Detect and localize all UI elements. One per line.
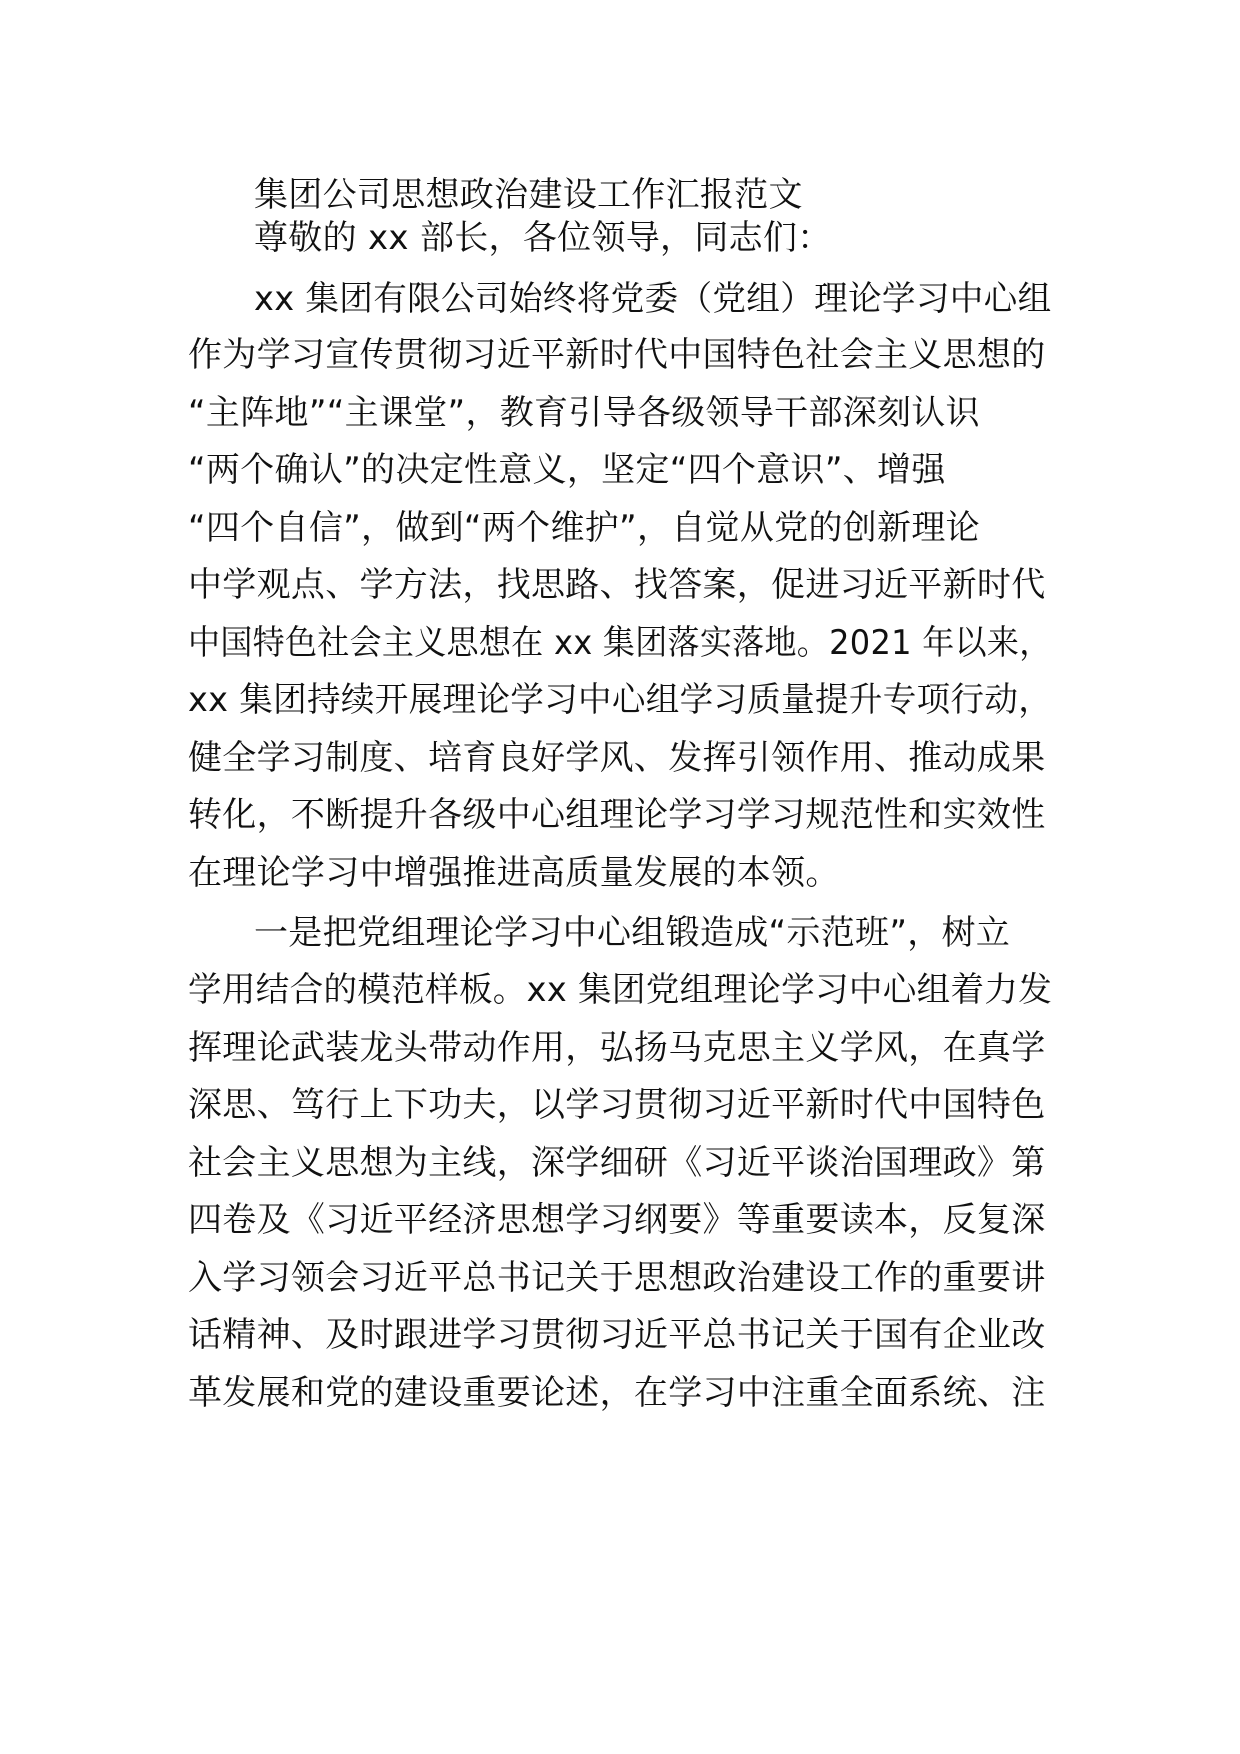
paragraph-line: “两个确认”的决定性意义，坚定“四个意识”、增强 [188,450,946,490]
paragraph-line: xx 集团持续开展理论学习中心组学习质量提升专项行动， [188,680,1053,720]
paragraph-line: 作为学习宣传贯彻习近平新时代中国特色社会主义思想的 [188,335,1046,375]
paragraph-line: 转化，不断提升各级中心组理论学习学习规范性和实效性 [188,795,1046,835]
paragraph-line: 中学观点、学方法，找思路、找答案，促进习近平新时代 [188,565,1046,605]
paragraph-line: “四个自信”，做到“两个维护”，自觉从党的创新理论 [188,508,980,548]
paragraph-line: 在理论学习中增强推进高质量发展的本领。 [188,853,840,893]
document-title: 集团公司思想政治建设工作汇报范文 [254,175,803,215]
paragraph-line: 深思、笃行上下功夫，以学习贯彻习近平新时代中国特色 [188,1085,1046,1125]
paragraph-line: 挥理论武装龙头带动作用，弘扬马克思主义学风，在真学 [188,1028,1046,1068]
paragraph-line: 话精神、及时跟进学习贯彻习近平总书记关于国有企业改 [188,1315,1046,1355]
paragraph-line: 学用结合的模范样板。xx 集团党组理论学习中心组着力发 [188,970,1053,1010]
paragraph-line: xx 集团有限公司始终将党委（党组）理论学习中心组 [254,279,1052,319]
paragraph-line: 社会主义思想为主线，深学细研《习近平谈治国理政》第 [188,1143,1046,1183]
paragraph-line: 中国特色社会主义思想在 xx 集团落实落地。2021 年以来， [188,623,1052,663]
paragraph-line: 入学习领会习近平总书记关于思想政治建设工作的重要讲 [188,1258,1046,1298]
paragraph-line: 一是把党组理论学习中心组锻造成“示范班”，树立 [254,913,1011,953]
paragraph-line: “主阵地”“主课堂”，教育引导各级领导干部深刻认识 [188,393,980,433]
salutation-line: 尊敬的 xx 部长，各位领导，同志们： [254,218,832,258]
paragraph-line: 健全学习制度、培育良好学风、发挥引领作用、推动成果 [188,738,1046,778]
paragraph-line: 四卷及《习近平经济思想学习纲要》等重要读本，反复深 [188,1200,1046,1240]
paragraph-line: 革发展和党的建设重要论述，在学习中注重全面系统、注 [188,1373,1046,1413]
